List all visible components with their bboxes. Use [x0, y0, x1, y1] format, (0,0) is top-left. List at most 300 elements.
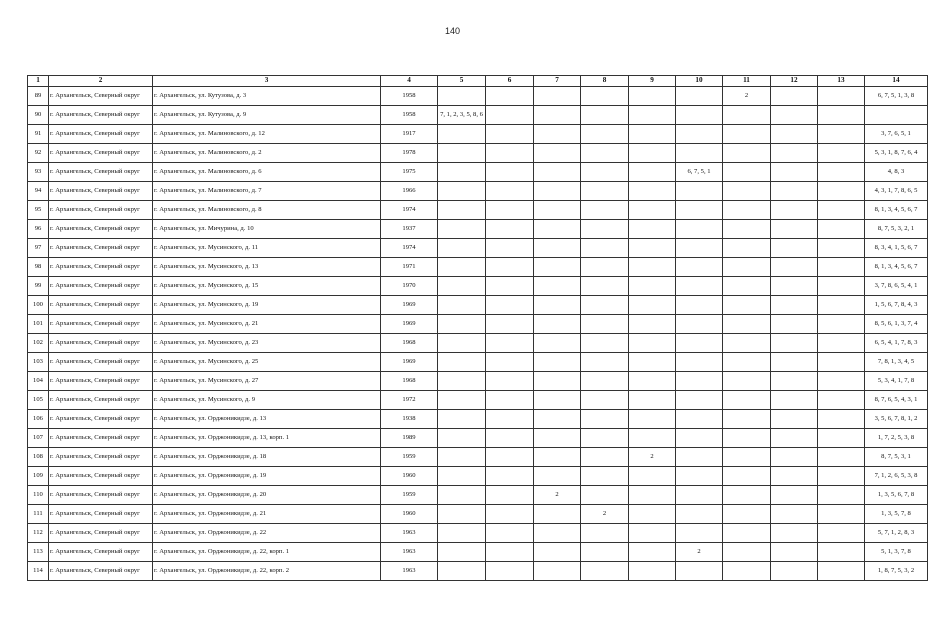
col-14-cell: 1, 5, 6, 7, 8, 4, 3 — [865, 296, 928, 315]
column-header-5: 5 — [438, 76, 486, 87]
col-9-cell — [629, 391, 676, 410]
row-number-cell: 114 — [28, 562, 49, 581]
col-8-cell — [581, 467, 629, 486]
col-9-cell — [629, 87, 676, 106]
col-13-cell — [818, 87, 865, 106]
district-cell: г. Архангельск, Северный округ — [49, 448, 153, 467]
col-8-cell — [581, 106, 629, 125]
col-5-cell — [438, 182, 486, 201]
year-cell: 1959 — [381, 448, 438, 467]
col-5-cell — [438, 277, 486, 296]
col-14-cell: 1, 7, 2, 5, 3, 8 — [865, 429, 928, 448]
row-number-cell: 100 — [28, 296, 49, 315]
address-cell: г. Архангельск, ул. Мусинского, д. 19 — [153, 296, 381, 315]
table-row — [28, 467, 928, 486]
row-number-cell: 109 — [28, 467, 49, 486]
col-14-cell: 3, 5, 6, 7, 8, 1, 2 — [865, 410, 928, 429]
col-9-cell — [629, 277, 676, 296]
col-7-cell: 2 — [534, 486, 581, 505]
col-10-cell — [676, 410, 723, 429]
district-cell: г. Архангельск, Северный округ — [49, 467, 153, 486]
district-cell: г. Архангельск, Северный округ — [49, 125, 153, 144]
col-9-cell — [629, 543, 676, 562]
col-11-cell — [723, 201, 771, 220]
col-11-cell — [723, 315, 771, 334]
col-7-cell — [534, 410, 581, 429]
col-12-cell — [771, 391, 818, 410]
address-cell: г. Архангельск, ул. Орджоникидзе, д. 13 — [153, 410, 381, 429]
col-14-cell: 8, 7, 6, 5, 4, 3, 1 — [865, 391, 928, 410]
header-row — [28, 76, 928, 87]
col-12-cell — [771, 448, 818, 467]
col-9-cell — [629, 429, 676, 448]
table-row — [28, 372, 928, 391]
column-header-11: 11 — [723, 76, 771, 87]
address-cell: г. Архангельск, ул. Орджоникидзе, д. 18 — [153, 448, 381, 467]
col-7-cell — [534, 277, 581, 296]
row-number-cell: 97 — [28, 239, 49, 258]
col-10-cell — [676, 372, 723, 391]
year-cell: 1968 — [381, 372, 438, 391]
table-row — [28, 220, 928, 239]
col-6-cell — [486, 163, 534, 182]
col-11-cell — [723, 353, 771, 372]
col-10-cell — [676, 239, 723, 258]
district-cell: г. Архангельск, Северный округ — [49, 334, 153, 353]
col-8-cell — [581, 543, 629, 562]
col-11-cell — [723, 258, 771, 277]
year-cell: 1978 — [381, 144, 438, 163]
district-cell: г. Архангельск, Северный округ — [49, 220, 153, 239]
col-8-cell — [581, 315, 629, 334]
col-11-cell — [723, 277, 771, 296]
address-cell: г. Архангельск, ул. Мусинского, д. 11 — [153, 239, 381, 258]
district-cell: г. Архангельск, Северный округ — [49, 391, 153, 410]
col-8-cell — [581, 448, 629, 467]
year-cell: 1938 — [381, 410, 438, 429]
col-5-cell — [438, 353, 486, 372]
table-row — [28, 125, 928, 144]
col-14-cell: 8, 7, 5, 3, 1 — [865, 448, 928, 467]
col-10-cell — [676, 448, 723, 467]
col-12-cell — [771, 524, 818, 543]
col-14-cell: 1, 8, 7, 5, 3, 2 — [865, 562, 928, 581]
col-9-cell — [629, 410, 676, 429]
row-number-cell: 98 — [28, 258, 49, 277]
col-10-cell — [676, 524, 723, 543]
table-row — [28, 296, 928, 315]
col-12-cell — [771, 505, 818, 524]
col-9-cell — [629, 315, 676, 334]
col-12-cell — [771, 372, 818, 391]
table-row — [28, 505, 928, 524]
year-cell: 1960 — [381, 467, 438, 486]
col-6-cell — [486, 410, 534, 429]
col-5-cell — [438, 258, 486, 277]
column-header-10: 10 — [676, 76, 723, 87]
col-12-cell — [771, 106, 818, 125]
col-9-cell — [629, 372, 676, 391]
col-13-cell — [818, 429, 865, 448]
table-row — [28, 334, 928, 353]
col-9-cell — [629, 239, 676, 258]
district-cell: г. Архангельск, Северный округ — [49, 182, 153, 201]
col-9-cell — [629, 467, 676, 486]
address-cell: г. Архангельск, ул. Кутузова, д. 9 — [153, 106, 381, 125]
col-8-cell — [581, 410, 629, 429]
col-6-cell — [486, 182, 534, 201]
year-cell: 1968 — [381, 334, 438, 353]
year-cell: 1969 — [381, 315, 438, 334]
row-number-cell: 90 — [28, 106, 49, 125]
page-number: 140 — [444, 26, 461, 36]
col-7-cell — [534, 125, 581, 144]
col-9-cell — [629, 144, 676, 163]
col-5-cell — [438, 391, 486, 410]
year-cell: 1963 — [381, 543, 438, 562]
district-cell: г. Архангельск, Северный округ — [49, 144, 153, 163]
col-14-cell: 8, 7, 5, 3, 2, 1 — [865, 220, 928, 239]
col-7-cell — [534, 524, 581, 543]
row-number-cell: 92 — [28, 144, 49, 163]
table-row — [28, 277, 928, 296]
row-number-cell: 89 — [28, 87, 49, 106]
col-6-cell — [486, 562, 534, 581]
address-cell: г. Архангельск, ул. Орджоникидзе, д. 22, корп. 1 — [153, 543, 381, 562]
address-cell: г. Архангельск, ул. Мусинского, д. 25 — [153, 353, 381, 372]
col-12-cell — [771, 429, 818, 448]
col-12-cell — [771, 467, 818, 486]
col-11-cell — [723, 543, 771, 562]
year-cell: 1974 — [381, 239, 438, 258]
col-14-cell: 1, 3, 5, 7, 8 — [865, 505, 928, 524]
col-6-cell — [486, 239, 534, 258]
col-6-cell — [486, 201, 534, 220]
col-7-cell — [534, 201, 581, 220]
col-8-cell — [581, 296, 629, 315]
col-6-cell — [486, 296, 534, 315]
column-header-12: 12 — [771, 76, 818, 87]
district-cell: г. Архангельск, Северный округ — [49, 543, 153, 562]
row-number-cell: 96 — [28, 220, 49, 239]
year-cell: 1969 — [381, 296, 438, 315]
col-14-cell: 7, 8, 1, 3, 4, 5 — [865, 353, 928, 372]
col-11-cell — [723, 163, 771, 182]
col-6-cell — [486, 486, 534, 505]
year-cell: 1917 — [381, 125, 438, 144]
col-6-cell — [486, 277, 534, 296]
col-9-cell — [629, 486, 676, 505]
col-6-cell — [486, 315, 534, 334]
col-10-cell — [676, 334, 723, 353]
col-8-cell — [581, 220, 629, 239]
col-8-cell — [581, 277, 629, 296]
row-number-cell: 103 — [28, 353, 49, 372]
row-number-cell: 94 — [28, 182, 49, 201]
col-14-cell: 4, 3, 1, 7, 8, 6, 5 — [865, 182, 928, 201]
col-13-cell — [818, 391, 865, 410]
col-11-cell — [723, 486, 771, 505]
col-5-cell — [438, 543, 486, 562]
col-12-cell — [771, 543, 818, 562]
col-13-cell — [818, 486, 865, 505]
col-5-cell — [438, 429, 486, 448]
col-6-cell — [486, 353, 534, 372]
address-cell: г. Архангельск, ул. Мусинского, д. 9 — [153, 391, 381, 410]
col-13-cell — [818, 163, 865, 182]
address-cell: г. Архангельск, ул. Мусинского, д. 21 — [153, 315, 381, 334]
col-13-cell — [818, 106, 865, 125]
col-8-cell — [581, 125, 629, 144]
col-7-cell — [534, 106, 581, 125]
col-6-cell — [486, 543, 534, 562]
year-cell: 1966 — [381, 182, 438, 201]
col-11-cell — [723, 334, 771, 353]
col-9-cell — [629, 296, 676, 315]
table-row — [28, 163, 928, 182]
col-11-cell — [723, 467, 771, 486]
col-6-cell — [486, 258, 534, 277]
col-5-cell — [438, 410, 486, 429]
district-cell: г. Архангельск, Северный округ — [49, 353, 153, 372]
address-cell: г. Архангельск, ул. Мусинского, д. 13 — [153, 258, 381, 277]
col-13-cell — [818, 258, 865, 277]
year-cell: 1963 — [381, 562, 438, 581]
register-table — [27, 75, 928, 581]
col-14-cell: 8, 5, 6, 1, 3, 7, 4 — [865, 315, 928, 334]
district-cell: г. Архангельск, Северный округ — [49, 429, 153, 448]
col-5-cell — [438, 467, 486, 486]
col-13-cell — [818, 410, 865, 429]
row-number-cell: 101 — [28, 315, 49, 334]
col-11-cell — [723, 144, 771, 163]
year-cell: 1974 — [381, 201, 438, 220]
col-12-cell — [771, 486, 818, 505]
col-14-cell: 5, 3, 1, 8, 7, 6, 4 — [865, 144, 928, 163]
col-7-cell — [534, 220, 581, 239]
col-11-cell — [723, 239, 771, 258]
district-cell: г. Архангельск, Северный округ — [49, 486, 153, 505]
col-6-cell — [486, 334, 534, 353]
col-11-cell — [723, 106, 771, 125]
row-number-cell: 110 — [28, 486, 49, 505]
table-row — [28, 106, 928, 125]
col-5-cell — [438, 296, 486, 315]
col-14-cell: 8, 1, 3, 4, 5, 6, 7 — [865, 258, 928, 277]
col-5-cell — [438, 524, 486, 543]
col-7-cell — [534, 372, 581, 391]
col-10-cell: 2 — [676, 543, 723, 562]
col-12-cell — [771, 239, 818, 258]
col-11-cell — [723, 125, 771, 144]
year-cell: 1963 — [381, 524, 438, 543]
col-12-cell — [771, 87, 818, 106]
col-14-cell: 8, 1, 3, 4, 5, 6, 7 — [865, 201, 928, 220]
col-6-cell — [486, 144, 534, 163]
address-cell: г. Архангельск, ул. Малиновского, д. 8 — [153, 201, 381, 220]
column-header-2: 2 — [49, 76, 153, 87]
col-7-cell — [534, 429, 581, 448]
col-5-cell — [438, 372, 486, 391]
column-header-6: 6 — [486, 76, 534, 87]
col-7-cell — [534, 391, 581, 410]
col-9-cell — [629, 524, 676, 543]
table-row — [28, 258, 928, 277]
col-13-cell — [818, 543, 865, 562]
col-7-cell — [534, 144, 581, 163]
col-7-cell — [534, 505, 581, 524]
col-5-cell — [438, 201, 486, 220]
col-5-cell: 7, 1, 2, 3, 5, 8, 6 — [438, 106, 486, 125]
year-cell: 1937 — [381, 220, 438, 239]
col-9-cell — [629, 505, 676, 524]
col-9-cell — [629, 353, 676, 372]
row-number-cell: 108 — [28, 448, 49, 467]
year-cell: 1975 — [381, 163, 438, 182]
district-cell: г. Архангельск, Северный округ — [49, 201, 153, 220]
col-10-cell — [676, 505, 723, 524]
district-cell: г. Архангельск, Северный округ — [49, 562, 153, 581]
col-5-cell — [438, 163, 486, 182]
year-cell: 1971 — [381, 258, 438, 277]
col-11-cell — [723, 391, 771, 410]
col-13-cell — [818, 334, 865, 353]
column-header-14: 14 — [865, 76, 928, 87]
address-cell: г. Архангельск, ул. Орджоникидзе, д. 20 — [153, 486, 381, 505]
col-5-cell — [438, 87, 486, 106]
col-12-cell — [771, 410, 818, 429]
table-row — [28, 87, 928, 106]
table-row — [28, 562, 928, 581]
col-8-cell: 2 — [581, 505, 629, 524]
district-cell: г. Архангельск, Северный округ — [49, 277, 153, 296]
col-8-cell — [581, 201, 629, 220]
column-header-3: 3 — [153, 76, 381, 87]
col-8-cell — [581, 87, 629, 106]
col-11-cell — [723, 372, 771, 391]
col-5-cell — [438, 144, 486, 163]
address-cell: г. Архангельск, ул. Орджоникидзе, д. 13, корп. 1 — [153, 429, 381, 448]
table-row — [28, 448, 928, 467]
col-5-cell — [438, 505, 486, 524]
col-8-cell — [581, 429, 629, 448]
col-7-cell — [534, 296, 581, 315]
col-9-cell — [629, 334, 676, 353]
col-7-cell — [534, 353, 581, 372]
col-13-cell — [818, 315, 865, 334]
col-12-cell — [771, 258, 818, 277]
col-5-cell — [438, 125, 486, 144]
col-13-cell — [818, 277, 865, 296]
col-7-cell — [534, 258, 581, 277]
col-12-cell — [771, 353, 818, 372]
col-5-cell — [438, 315, 486, 334]
address-cell: г. Архангельск, ул. Орджоникидзе, д. 22 — [153, 524, 381, 543]
col-11-cell — [723, 220, 771, 239]
col-14-cell: 5, 3, 4, 1, 7, 8 — [865, 372, 928, 391]
district-cell: г. Архангельск, Северный округ — [49, 524, 153, 543]
col-13-cell — [818, 182, 865, 201]
col-10-cell: 6, 7, 5, 1 — [676, 163, 723, 182]
col-13-cell — [818, 125, 865, 144]
col-8-cell — [581, 182, 629, 201]
col-6-cell — [486, 448, 534, 467]
col-6-cell — [486, 429, 534, 448]
column-header-1: 1 — [28, 76, 49, 87]
year-cell: 1972 — [381, 391, 438, 410]
row-number-cell: 112 — [28, 524, 49, 543]
col-11-cell — [723, 182, 771, 201]
col-7-cell — [534, 562, 581, 581]
col-10-cell — [676, 220, 723, 239]
col-13-cell — [818, 562, 865, 581]
col-11-cell: 2 — [723, 87, 771, 106]
col-14-cell: 7, 1, 2, 6, 5, 3, 8 — [865, 467, 928, 486]
col-6-cell — [486, 125, 534, 144]
col-10-cell — [676, 277, 723, 296]
col-11-cell — [723, 410, 771, 429]
col-13-cell — [818, 467, 865, 486]
col-7-cell — [534, 467, 581, 486]
district-cell: г. Архангельск, Северный округ — [49, 239, 153, 258]
col-12-cell — [771, 144, 818, 163]
address-cell: г. Архангельск, ул. Малиновского, д. 7 — [153, 182, 381, 201]
col-14-cell: 8, 3, 4, 1, 5, 6, 7 — [865, 239, 928, 258]
address-cell: г. Архангельск, ул. Малиновского, д. 12 — [153, 125, 381, 144]
year-cell: 1960 — [381, 505, 438, 524]
row-number-cell: 102 — [28, 334, 49, 353]
col-9-cell — [629, 163, 676, 182]
table-row — [28, 429, 928, 448]
col-8-cell — [581, 524, 629, 543]
col-6-cell — [486, 391, 534, 410]
table-row — [28, 524, 928, 543]
col-10-cell — [676, 315, 723, 334]
year-cell: 1959 — [381, 486, 438, 505]
col-8-cell — [581, 353, 629, 372]
col-8-cell — [581, 239, 629, 258]
col-6-cell — [486, 505, 534, 524]
address-cell: г. Архангельск, ул. Кутузова, д. 3 — [153, 87, 381, 106]
col-5-cell — [438, 334, 486, 353]
address-cell: г. Архангельск, ул. Мусинского, д. 15 — [153, 277, 381, 296]
row-number-cell: 106 — [28, 410, 49, 429]
col-7-cell — [534, 239, 581, 258]
table-row — [28, 201, 928, 220]
col-14-cell: 5, 1, 3, 7, 8 — [865, 543, 928, 562]
col-10-cell — [676, 87, 723, 106]
district-cell: г. Архангельск, Северный округ — [49, 372, 153, 391]
col-7-cell — [534, 315, 581, 334]
col-14-cell: 3, 7, 8, 6, 5, 4, 1 — [865, 277, 928, 296]
col-9-cell — [629, 562, 676, 581]
col-11-cell — [723, 505, 771, 524]
address-cell: г. Архангельск, ул. Орджоникидзе, д. 22, корп. 2 — [153, 562, 381, 581]
row-number-cell: 104 — [28, 372, 49, 391]
col-5-cell — [438, 562, 486, 581]
col-10-cell — [676, 258, 723, 277]
col-8-cell — [581, 486, 629, 505]
col-9-cell — [629, 201, 676, 220]
col-11-cell — [723, 562, 771, 581]
col-12-cell — [771, 315, 818, 334]
table-row — [28, 543, 928, 562]
address-cell: г. Архангельск, ул. Орджоникидзе, д. 19 — [153, 467, 381, 486]
col-8-cell — [581, 334, 629, 353]
row-number-cell: 111 — [28, 505, 49, 524]
col-9-cell: 2 — [629, 448, 676, 467]
col-6-cell — [486, 87, 534, 106]
